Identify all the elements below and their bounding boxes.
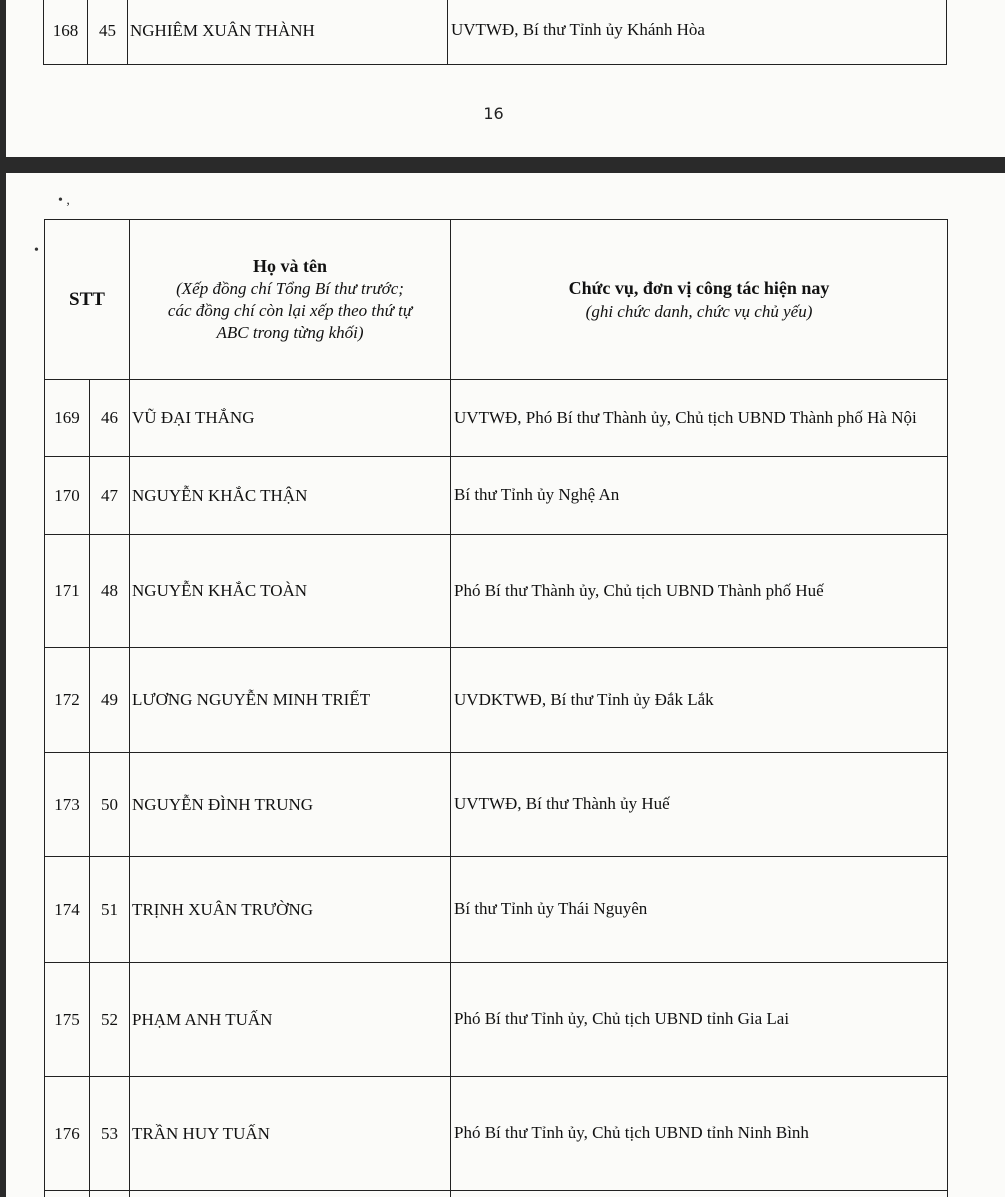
table-row — [45, 1077, 948, 1191]
row-sub-number: 53 — [90, 1077, 130, 1191]
row-name: NGUYỄN KHẮC THẬN — [130, 457, 451, 535]
header-name — [130, 220, 451, 380]
table-row — [45, 963, 948, 1077]
row-sub-number: 49 — [90, 648, 130, 753]
row-sub-number: 46 — [90, 380, 130, 457]
scan-speck: • , — [58, 193, 70, 208]
row-sub-number: 47 — [90, 457, 130, 535]
row-sub-number: 51 — [90, 857, 130, 963]
table-row — [45, 535, 948, 648]
row-sub-number: 52 — [90, 963, 130, 1077]
header-name-note-1: (Xếp đồng chí Tổng Bí thư trước; — [176, 279, 404, 299]
row-sub-number: 45 — [88, 0, 128, 65]
table-row — [45, 753, 948, 857]
table-row — [45, 457, 948, 535]
row-name: VŨ ĐẠI THẮNG — [130, 380, 451, 457]
row-sub-number: 50 — [90, 753, 130, 857]
row-position: UVTWĐ, Phó Bí thư Thành ủy, Chủ tịch UBND Thành phố Hà Nội — [451, 380, 948, 457]
row-position: Phó Bí thư Thành ủy, Chủ tịch UBND Thành phố Huế — [451, 535, 948, 648]
row-stt: 176 — [45, 1077, 90, 1191]
header-name-note-3: ABC trong từng khối) — [216, 323, 364, 343]
row-name — [130, 1191, 451, 1197]
row-name: NGHIÊM XUÂN THÀNH — [128, 0, 448, 65]
row-stt: 169 — [45, 380, 90, 457]
table-row — [45, 857, 948, 963]
row-sub-number — [90, 1191, 130, 1197]
row-name: LƯƠNG NGUYỄN MINH TRIẾT — [130, 648, 451, 753]
header-position — [451, 220, 948, 380]
row-position: Phó Bí thư Tỉnh ủy, Chủ tịch UBND tỉnh Ninh Bình — [451, 1077, 948, 1191]
scan-speck: • — [34, 243, 39, 258]
row-position — [451, 1191, 948, 1197]
table-row — [44, 0, 947, 65]
row-stt: 175 — [45, 963, 90, 1077]
header-position-note: (ghi chức danh, chức vụ chủ yếu) — [585, 301, 813, 321]
row-name: TRỊNH XUÂN TRƯỜNG — [130, 857, 451, 963]
row-stt: 170 — [45, 457, 90, 535]
row-stt — [45, 1191, 90, 1197]
row-position: Bí thư Tỉnh ủy Nghệ An — [451, 457, 948, 535]
row-position: Phó Bí thư Tỉnh ủy, Chủ tịch UBND tỉnh Gia Lai — [451, 963, 948, 1077]
row-stt: 172 — [45, 648, 90, 753]
row-stt: 174 — [45, 857, 90, 963]
row-position: UVDKTWĐ, Bí thư Tỉnh ủy Đắk Lắk — [451, 648, 948, 753]
table-continued — [43, 0, 947, 65]
row-position: UVTWĐ, Bí thư Tỉnh ủy Khánh Hòa — [448, 0, 947, 65]
page-number: 16 — [483, 104, 504, 123]
row-stt: 173 — [45, 753, 90, 857]
row-name: PHẠM ANH TUẤN — [130, 963, 451, 1077]
header-name-note-2: các đồng chí còn lại xếp theo thứ tự — [167, 301, 413, 321]
row-stt: 171 — [45, 535, 90, 648]
table-row-partial — [45, 1191, 948, 1197]
table-header-row — [45, 220, 948, 380]
document-page-top — [6, 0, 1005, 157]
table-row — [45, 648, 948, 753]
table-row — [45, 380, 948, 457]
header-stt: STT — [45, 220, 130, 380]
header-position-title: Chức vụ, đơn vị công tác hiện nay — [568, 277, 830, 298]
row-name: TRẦN HUY TUẤN — [130, 1077, 451, 1191]
row-position: Bí thư Tỉnh ủy Thái Nguyên — [451, 857, 948, 963]
row-sub-number: 48 — [90, 535, 130, 648]
row-name: NGUYỄN KHẮC TOÀN — [130, 535, 451, 648]
row-position: UVTWĐ, Bí thư Thành ủy Huế — [451, 753, 948, 857]
header-name-title: Họ và tên — [253, 255, 328, 276]
personnel-table — [44, 219, 948, 1197]
row-stt: 168 — [44, 0, 88, 65]
document-page-bottom — [6, 173, 1005, 1197]
row-name: NGUYỄN ĐÌNH TRUNG — [130, 753, 451, 857]
